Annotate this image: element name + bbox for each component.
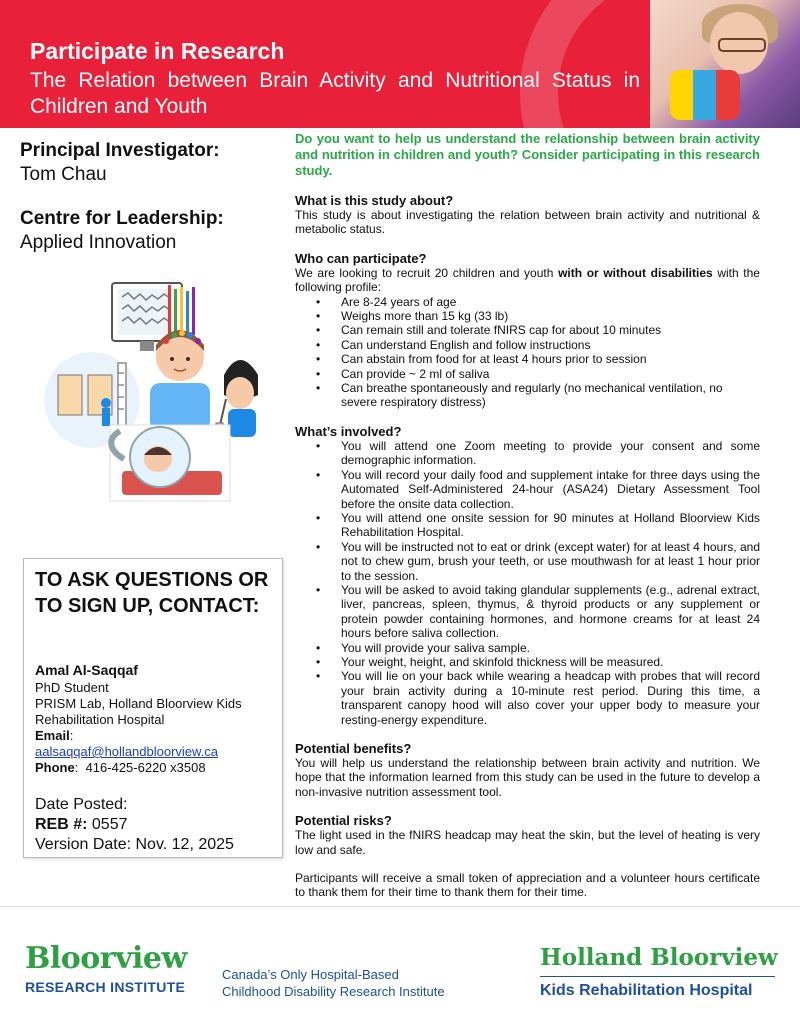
version-date: Version Date: Nov. 12, 2025 [35,836,234,853]
centre-name: Applied Innovation [20,232,177,253]
posting-info [35,795,234,855]
list-item: • Your weight, height, and skinfold thickness will be measured. [341,655,760,669]
contact-details [35,680,279,776]
section-involved [295,424,760,727]
who-heading: Who can participate? [295,250,427,266]
list-item: • You will attend one Zoom meeting to provide your consent and some demographic information. [341,439,760,468]
date-posted: Date Posted: [35,796,128,813]
list-item: • You will provide your saliva sample. [341,641,760,655]
footer-divider [0,906,800,907]
reb-number: 0557 [91,816,128,833]
investigator-name: Tom Chau [20,164,107,185]
section-about [295,193,760,237]
email-label: Email [35,728,70,743]
list-item: • Are 8-24 years of age [341,295,760,309]
list-item: • Can remain still and tolerate fNIRS cap for about 10 minutes [341,323,760,337]
holland-bloorview-logo [540,945,780,1000]
list-item: • Can breathe spontaneously and regularly (no mechanical ventilation, no severe respiratory distress) [341,381,760,410]
contact-lab: PRISM Lab, Holland Bloorview Kids Rehabilitation Hospital [35,696,242,727]
list-item: • You will record your daily food and supplement intake for three days using the Automated Self-Administered 24-hour (ASA24) Dietary Assessment Tool before the onsite data collection. [341,468,760,511]
study-title: The Relation between Brain Activity and Nutritional Status in Children and Youth [30,69,640,118]
section-risks [295,813,760,857]
appreciation-text: Participants will receive a small token of appreciation and a volunteer hours certificate to thank them for their time to thank them for their time. [295,871,760,900]
reb-row [35,815,234,835]
banner-photo-child [650,0,800,128]
list-item: • Can understand English and follow instructions [341,338,760,352]
contact-role: PhD Student [35,680,109,695]
risks-heading: Potential risks? [295,813,392,829]
list-item: • Weighs more than 15 kg (33 lb) [341,309,760,323]
lead-question: Do you want to help us understand the relationship between brain activity and nutrition in children and youth? Consider participating in this research study. [295,131,760,178]
email-link[interactable]: aalsaqqaf@hollandbloorview.ca [35,744,219,759]
contact-phone-row: Phone: 416-425-6220 x3508 [35,760,206,775]
investigator-label: Principal Investigator: [20,140,220,161]
benefits-text: You will help us understand the relationship between brain activity and nutrition. We hope that the information learned from this study can be used in the future to develop a non-invasive nutrition assessment tool. [295,756,760,799]
risks-text: The light used in the fNIRS headcap may heat the skin, but the level of heating is very low and safe. [295,828,760,857]
section-who [295,251,760,410]
centre-label: Centre for Leadership: [20,208,224,229]
page-title: Participate in Research [30,38,285,64]
list-item: • You will attend one onsite session for 90 minutes at Holland Bloorview Kids Rehabilitation Hospital. [341,511,760,540]
institute-tagline: Canada’s Only Hospital-Based Childhood Disability Research Institute [222,967,445,999]
header-banner [0,0,800,128]
contact-heading: TO ASK QUESTIONS OR TO SIGN UP, CONTACT: [35,569,269,617]
left-column [20,140,280,254]
about-text: This study is about investigating the relation between brain activity and nutritional & metabolic status. [295,208,760,237]
section-benefits [295,741,760,799]
benefits-heading: Potential benefits? [295,741,412,756]
contact-name: Amal Al-Saqqaf [35,662,138,678]
contact-email-row: Email: [35,728,74,743]
list-item: • Can abstain from food for at least 4 hours prior to session [341,352,760,366]
phone-label: Phone [35,760,75,775]
involvement-list [295,439,760,727]
eligibility-list [295,295,760,410]
list-item: • You will be instructed not to eat or drink (except water) for at least 4 hours, and not to chew gum, brush your teeth, or use mouthwash for at least 1 hour prior to the session. [341,540,760,583]
contact-box [23,558,283,858]
logo-left-sub: RESEARCH INSTITUTE [25,979,186,995]
logo-right-name: Holland Bloorview [540,944,778,971]
canopy-hood-icon [110,425,230,501]
list-item: • Can provide ~ 2 ml of saliva [341,367,760,381]
involved-heading: What’s involved? [295,423,402,439]
about-heading: What is this study about? [295,193,454,208]
main-content [295,131,760,900]
bloorview-research-institute-logo [25,943,187,995]
who-intro: We are looking to recruit 20 children and youth with or without disabilities with the following profile: [295,265,760,295]
logo-left-name: Bloorview [25,941,187,976]
reb-label: REB #: [35,816,88,833]
logo-rule [540,976,775,977]
logo-right-sub: Kids Rehabilitation Hospital [540,982,753,999]
list-item: • You will be asked to avoid taking glandular supplements (e.g., adrenal extract, liver, pancreas, spleen, thymus, & thyroid products or any supplement or protein powder containing hormones, and hormone creams for at least 24 hours before saliva collection. [341,583,760,641]
phone-number: 416-425-6220 x3508 [85,760,206,775]
list-item: • You will lie on your back while wearing a headcap with probes that will record your brain activity during a 10-minute rest period. During this time, a transparent canopy hood will also cover your upper body to measure your resting-energy expenditure. [341,669,760,727]
study-illustration [40,275,290,505]
